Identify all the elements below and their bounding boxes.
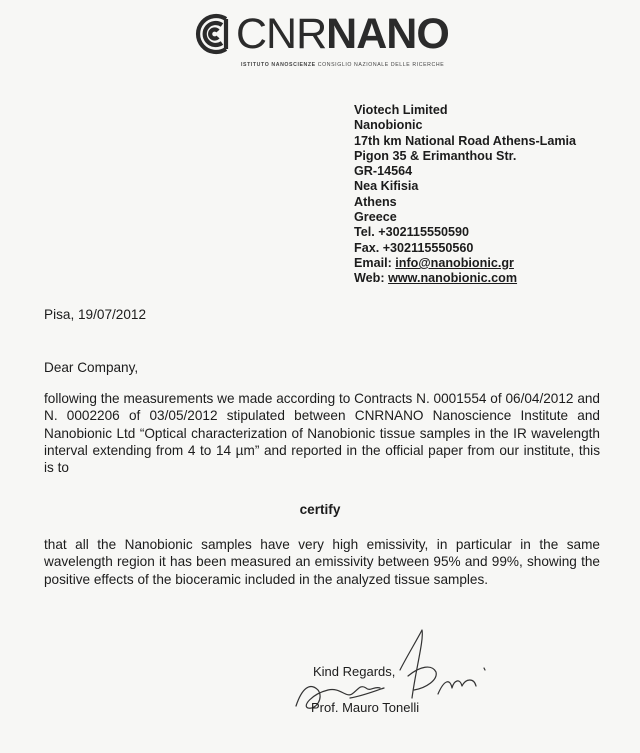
place-date: Pisa, 19/07/2012 (44, 307, 147, 322)
cnrnano-logo (188, 10, 448, 70)
web-line (354, 271, 576, 286)
address-line: Nanobionic (354, 118, 423, 133)
phone-line: Tel. +302115550590 (354, 225, 469, 240)
address-line: Greece (354, 210, 397, 225)
certify-heading: certify (299, 502, 341, 517)
email-label: Email: (354, 255, 392, 270)
closing-regards: Kind Regards, (313, 664, 396, 679)
address-line: Pigon 35 & Erimanthou Str. (354, 148, 517, 163)
body-paragraph-2: that all the Nanobionic samples have very high emissivity, in particular in the same wavelength region it has been measured an emissivity between 95% and 99%, showing the positive effects of the bioceramic included in the analyzed tissue samples. (44, 537, 600, 587)
email-line (354, 256, 576, 271)
logo-wordmark (236, 10, 449, 58)
fax-line: Fax. +302115550560 (354, 240, 474, 255)
logo-text-cnr: CNR (236, 10, 327, 58)
web-link[interactable]: www.nanobionic.com (388, 271, 518, 286)
address-line: Athens (354, 194, 397, 209)
email-link[interactable]: info@nanobionic.gr (395, 255, 514, 270)
address-line: Nea Kifisia (354, 179, 419, 194)
signer-name: Prof. Mauro Tonelli (311, 700, 420, 715)
logo-subtitle (241, 62, 444, 68)
address-line: Viotech Limited (354, 103, 448, 117)
web-label: Web: (354, 271, 385, 286)
address-line: 17th km National Road Athens-Lamia (354, 133, 577, 148)
recipient-address (354, 103, 576, 287)
salutation: Dear Company, (44, 360, 139, 375)
cnrnano-logo-mark-icon (188, 10, 236, 60)
logo-text-nano: NANO (326, 10, 449, 58)
logo-subtitle-council: CONSIGLIO NAZIONALE DELLE RICERCHE (317, 62, 445, 68)
address-line: GR-14564 (354, 164, 413, 179)
body-paragraph-1: following the measurements we made according to Contracts N. 0001554 of 06/04/2012 and N. 0002206 of 03/05/2012 stipulated between CNRNANO Nanoscience Institute and Nanobionic Ltd “Optical characterization of Nanobionic tissue samples in the IR wavelength interval extending from 4 to 14 µm” and reported in the official paper from our institute, this is to (44, 391, 600, 476)
logo-subtitle-institute: ISTITUTO NANOSCIENZE (241, 62, 316, 68)
